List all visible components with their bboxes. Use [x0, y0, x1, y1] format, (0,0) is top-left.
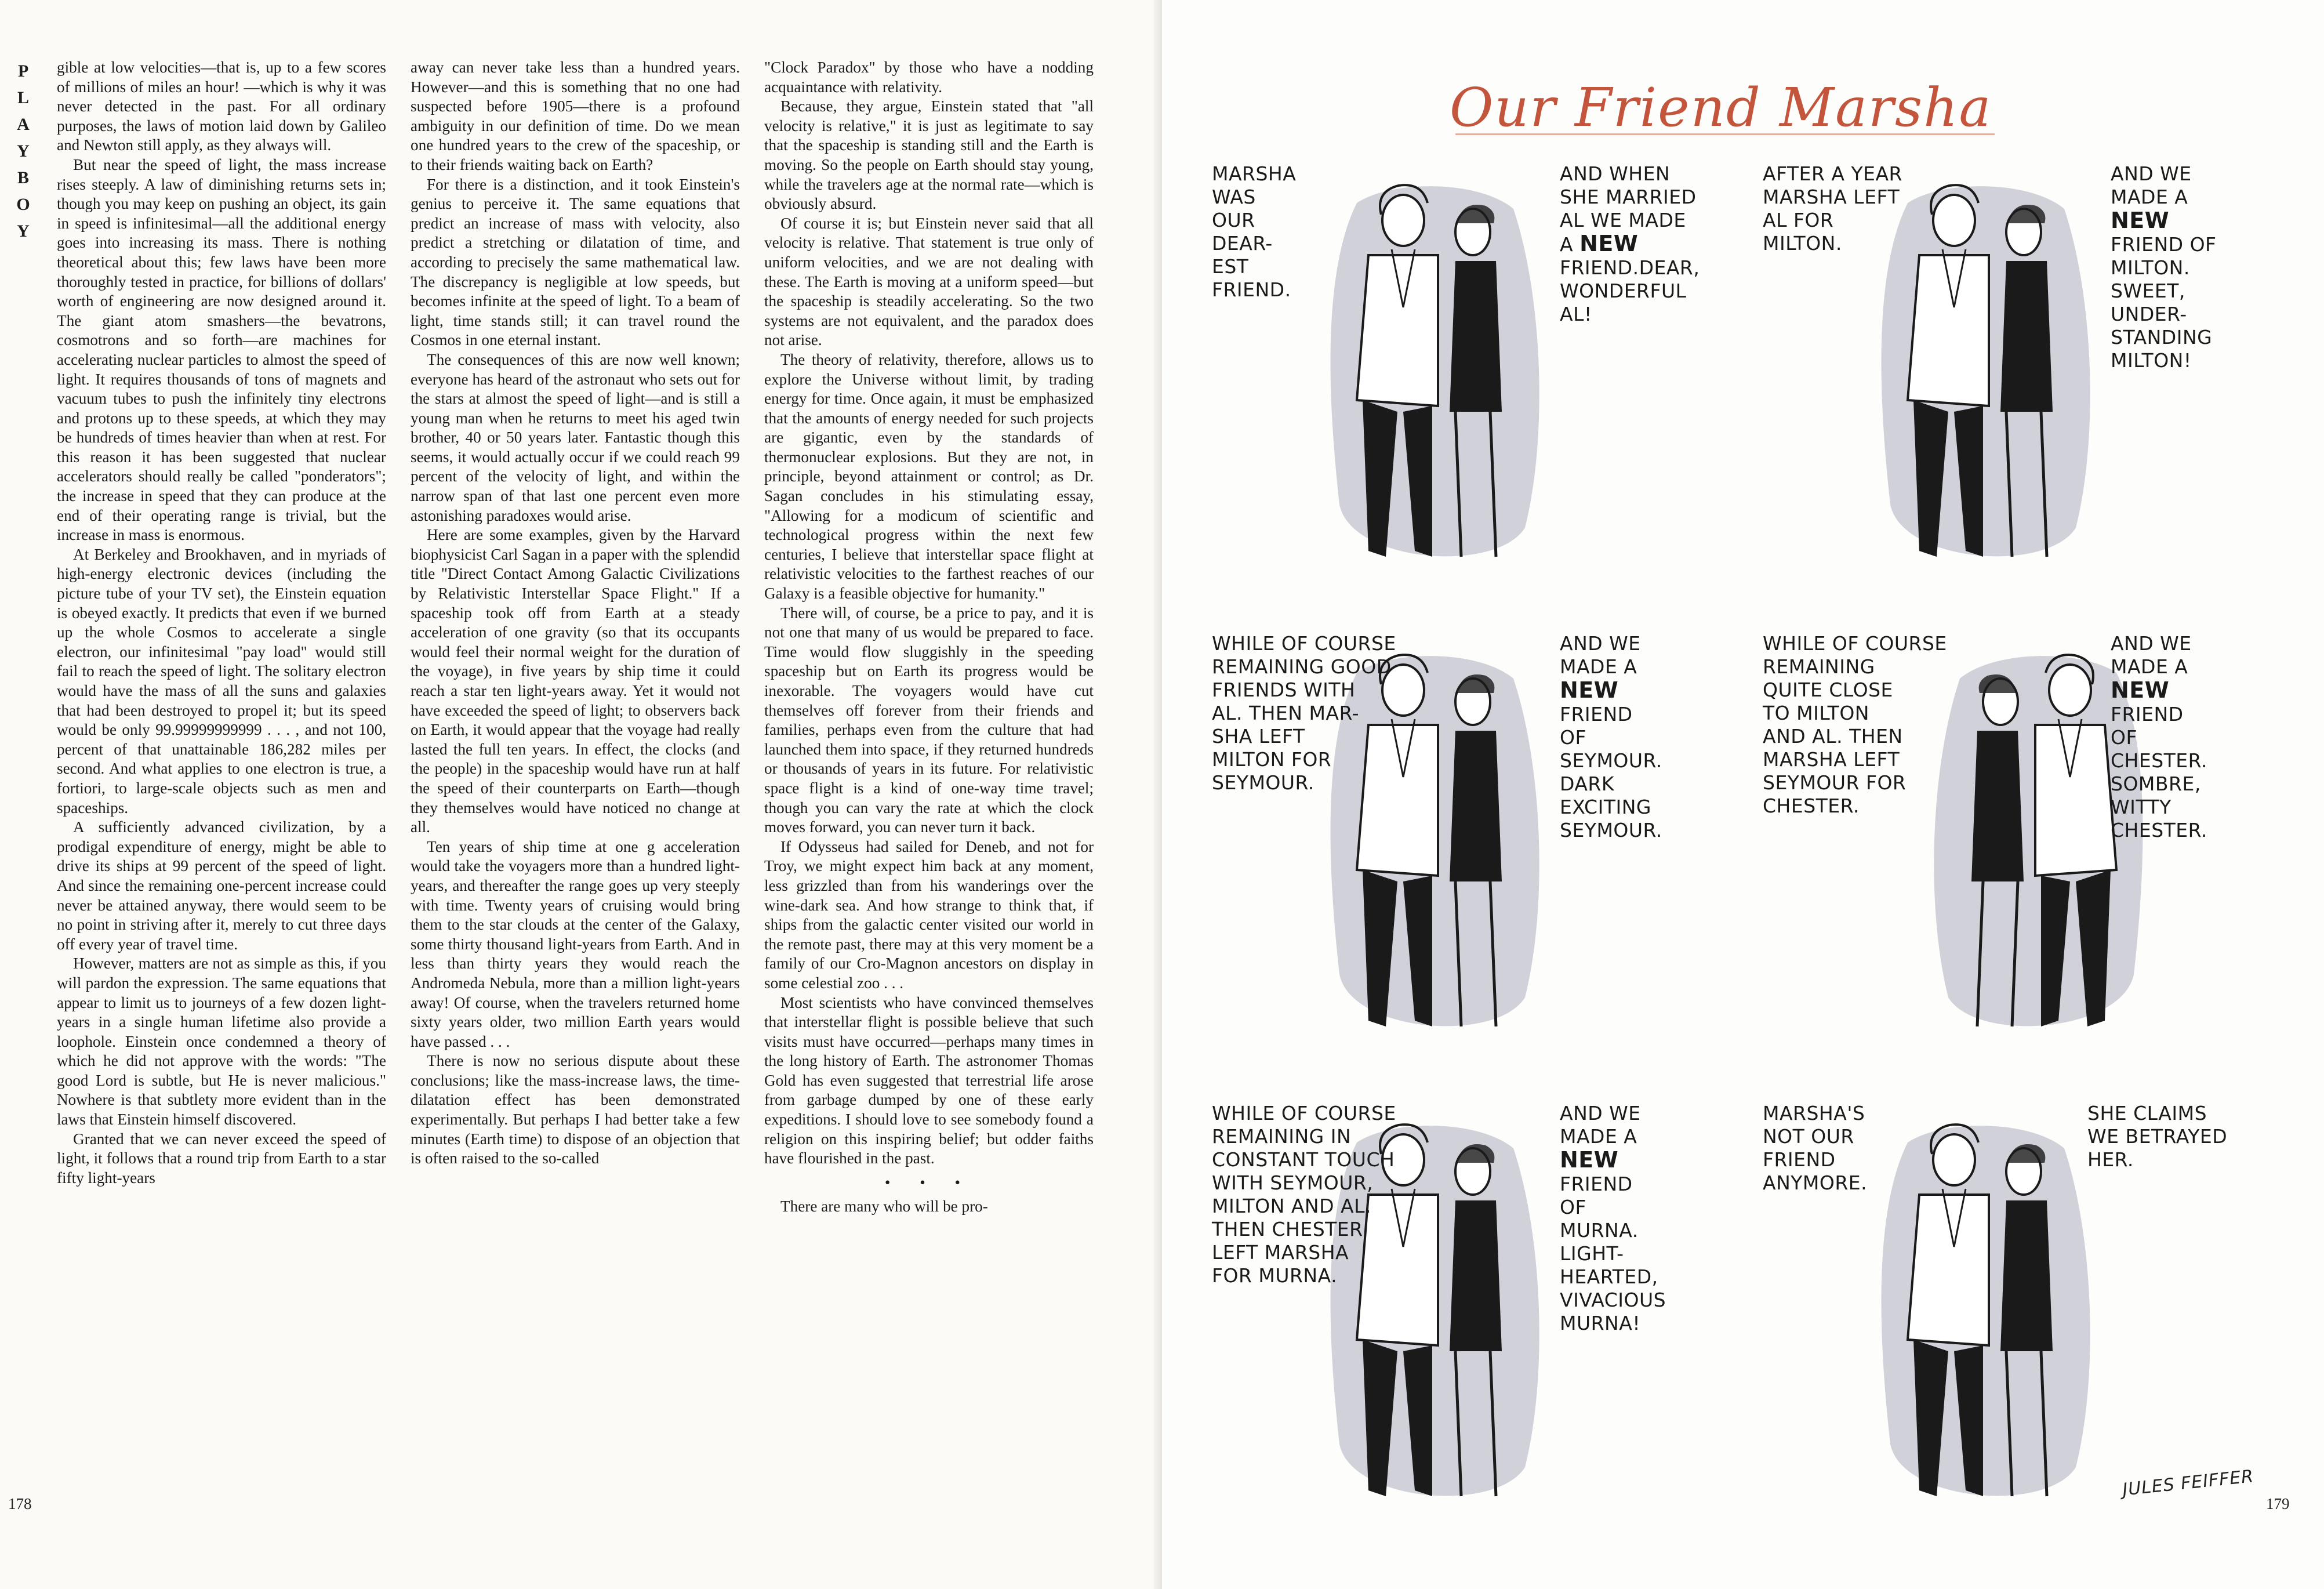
- cartoon-panel: [1212, 626, 1711, 1067]
- paragraph: The theory of relativity, therefore, allows us to explore the Universe without limit, by trading energy for time. Once again, it must be emphasized that the amounts of energy needed for such projects are gigantic, even by the standards of thermonuclear explosions. But they are not, in principle, beyond attainment or control; as Dr. Sagan concludes in his stimulating essay, "Allowing for a modicum of scientific and technological progress within the next few centuries, I believe that interstellar space flight at relativistic velocities to the farthest reaches of our Galaxy is a feasible objective for humanity.": [764, 350, 1094, 603]
- caption-text: FRIEND OF SEYMOUR. DARK EXCITING SEYMOUR.: [1560, 703, 1662, 841]
- caption-right: [1560, 1102, 1666, 1335]
- paragraph: Most scientists who have convinced themselves that interstellar flight is possible believe that such visits must have occurred—perhaps many times in the long history of Earth. The astronomer Thomas Gold has even suggested that terrestrial life arose from garbage dumped by one of these early expeditions. I should love to see somebody found a religion on this inspiring belief; but odder faiths have flourished in the past.: [764, 993, 1094, 1167]
- article-column-1: [57, 58, 386, 1519]
- caption-emphasis: NEW: [1579, 231, 1639, 256]
- cartoon-panel: [1212, 1096, 1711, 1537]
- artist-signature: JULES FEIFFER: [2121, 1466, 2255, 1500]
- article-column-2: [411, 58, 740, 1519]
- caption-right: [2111, 632, 2207, 842]
- paragraph: gible at low velocities—that is, up to a few scores of millions of miles an hour! —which is why it was never detected in the past. For all ordinary purposes, the laws of motion laid down by Galileo and Newton still apply, as they always will.: [57, 59, 386, 154]
- paragraph: The consequences of this are now well known; everyone has heard of the astronaut who sets out for the stars at almost the speed of light—and is still a young man when he returns to meet his aged twin brother, 40 or 50 years later. Fantastic though this seems, it would actually occur if we could reach 99 percent of the velocity of light, and within the narrow span of that last one percent even more astonishing paradoxes would arise.: [411, 350, 740, 524]
- cartoon-panel: [1763, 626, 2261, 1067]
- caption-left: WHILE OF COURSE REMAINING IN CONSTANT TOUCH WITH SEYMOUR, MILTON AND AL. THEN CHESTER LEFT MARSHA FOR MURNA.: [1212, 1102, 1396, 1287]
- paragraph: "Clock Paradox" by those who have a nodding acquaintance with relativity.: [764, 59, 1094, 96]
- caption-emphasis: NEW: [2111, 677, 2170, 703]
- running-head-letter: Y: [17, 222, 33, 241]
- paragraph: If Odysseus had sailed for Deneb, and not for Troy, we might expect him back at any moment, less grizzled than from his wanderings over the wine-dark sea. And how strange to think that, if ships from the galactic center visited our world in the remote past, there may at this very moment be a family of our Cro-Magnon ancestors on display in some celestial zoo . . .: [764, 837, 1094, 992]
- caption-right: [2111, 162, 2217, 372]
- caption-emphasis: NEW: [1560, 677, 1619, 703]
- caption-text: AND WE MADE A: [1560, 1102, 1641, 1148]
- paragraph: A sufficiently advanced civilization, by a prodigal expenditure of energy, might be able to drive its ships at 99 percent of the speed of light. And since the remaining one-percent increase could never be attained anyway, there would seem to be no point in striving after it, merely to cut three days off every year of travel time.: [57, 818, 386, 953]
- caption-text: FRIEND OF MILTON. SWEET, UNDER- STANDING MILTON!: [2111, 233, 2217, 372]
- paragraph: There are many who will be pro-: [780, 1198, 988, 1216]
- caption-left: MARSHA'S NOT OUR FRIEND ANYMORE.: [1763, 1102, 1868, 1194]
- running-head-letter: P: [17, 61, 32, 81]
- page-number-right: 179: [2266, 1495, 2290, 1512]
- cartoon-panel: [1763, 157, 2261, 597]
- running-head: [15, 58, 35, 245]
- running-head-letter: B: [17, 168, 32, 187]
- running-head-letter: L: [17, 88, 32, 107]
- caption-left: MARSHA WAS OUR DEAR- EST FRIEND.: [1212, 162, 1297, 301]
- caption-text: FRIEND OF CHESTER. SOMBRE, WITTY CHESTER.: [2111, 703, 2207, 841]
- caption-text: AND WE MADE A: [2111, 632, 2192, 678]
- page-number-left: 178: [8, 1495, 32, 1512]
- paragraph: There is now no serious dispute about these conclusions; like the mass-increase laws, the time-dilatation effect has been demonstrated experimentally. But perhaps I had better take a few minutes (Earth time) to dispose of an objection that is often raised to the so-called: [411, 1052, 740, 1167]
- caption-right: [1560, 632, 1662, 842]
- paragraph: Ten years of ship time at one g acceleration would take the voyagers more than a hundred light-years, and thereafter the range goes up very steeply with time. Twenty years of cruising would bring them to the star clouds at the center of the Galaxy, some thirty thousand light-years from Earth. And in less than thirty years they would reach the Andromeda Nebula, more than a million light-years away! Of course, when the travelers returned home sixty years older, two million Earth years would have passed . . .: [411, 837, 740, 1050]
- section-break: • • •: [884, 1173, 974, 1191]
- paragraph: Of course it is; but Einstein never said that all velocity is relative. That statement is true only of uniform velocities, and we are not dealing with these. The Earth is moving at a uniform speed—but the spaceship is steadily accelerating. So the two systems are not equivalent, and the paradox does not arise.: [764, 214, 1094, 349]
- paragraph: Granted that we can never exceed the speed of light, it follows that a round trip from Earth to a star fifty light-years: [57, 1130, 386, 1187]
- caption-text: AND WE MADE A: [2111, 162, 2192, 208]
- paragraph: away can never take less than a hundred years. However—and this is something that no one had suspected before 1905—there is a profound ambiguity in our definition of time. Do we mean one hundred years to the crew of the spaceship, or to their friends waiting back on Earth?: [411, 59, 740, 173]
- paragraph: At Berkeley and Brookhaven, and in myriads of high-energy electronic devices (including the picture tube of your TV set), the Einstein equation is obeyed exactly. It predicts that even if we burned up the whole Cosmos to accelerate a single electron, our infinitesimal "pay load" would still fail to reach the speed of light. The solitary electron would have the mass of all the suns and galaxies that had been destroyed to propel it; but its speed would be only 99.99999999999 . . . , and not 100, percent of that unattainable 186,282 miles per second. And what applies to one electron is true, a fortiori, to large-scale objects such as men and spaceships.: [57, 545, 386, 817]
- caption-emphasis: NEW: [2111, 208, 2170, 233]
- caption-text: FRIEND.DEAR, WONDERFUL AL!: [1560, 256, 1700, 325]
- running-head-letter: Y: [17, 142, 33, 161]
- caption-left: WHILE OF COURSE REMAINING GOOD FRIENDS WITH AL. THEN MAR- SHA LEFT MILTON FOR SEYMOUR.: [1212, 632, 1396, 794]
- cartoon-panel: [1212, 157, 1711, 597]
- caption-left: WHILE OF COURSE REMAINING QUITE CLOSE TO MILTON AND AL. THEN MARSHA LEFT SEYMOUR FOR CHESTER.: [1763, 632, 1947, 817]
- paragraph: There will, of course, be a price to pay, and it is not one that many of us would be prepared to face. Time would flow sluggishly in the speeding spaceship but on Earth its progress would be inexorable. The voyagers would have cut themselves off forever from their friends and families, perhaps even from the culture that had launched them into space, if they returned hundreds or thousands of years in its future. For relativistic space flight is a kind of one-way time travel; though you can vary the rate at which the clock moves forward, you can never turn it back.: [764, 604, 1094, 836]
- caption-right: [2087, 1102, 2227, 1171]
- running-head-letter: A: [17, 115, 33, 134]
- paragraph: However, matters are not as simple as this, if you will pardon the expression. The same equations that appear to limit us to journeys of a few dozen light-years in a single human lifetime also provide a loophole. Einstein once condemned a theory of which he did not approve with the words: "The good Lord is subtle, but He is never malicious." Nowhere is that subtlety more evident than in the laws that Einstein himself discovered.: [57, 955, 386, 1129]
- title-underline: [1455, 133, 1995, 135]
- paragraph: Because, they argue, Einstein stated that "all velocity is relative," it is just as legitimate to say that the spaceship is standing still and the Earth is moving. So the people on Earth should stay young, while the travelers age at the normal rate—which is obviously absurd.: [764, 97, 1094, 213]
- article-column-3: [764, 58, 1094, 1519]
- caption-right: [1560, 162, 1700, 326]
- caption-text: AND WHEN SHE MARRIED AL WE MADE A: [1560, 162, 1697, 256]
- paragraph: Here are some examples, given by the Harvard biophysicist Carl Sagan in a paper with the splendid title "Direct Contact Among Galactic Civilizations by Relativistic Interstellar Space Flight." If a spaceship took off from Earth at a steady acceleration of one gravity (so that its occupants would feel their normal weight for the duration of the voyage), in five years by ship time it could reach a star ten light-years away. Yet it would not have exceeded the speed of light; to observers back on Earth, it would appear that the voyage had really lasted the full ten years. In effect, the clocks (and the people) in the spaceship would have run at half the speed of their counterparts on Earth—though they themselves would have noticed no change at all.: [411, 526, 740, 836]
- cartoon-panel: [1763, 1096, 2261, 1537]
- running-head-letter: O: [16, 195, 34, 214]
- paragraph: But near the speed of light, the mass increase rises steeply. A law of diminishing returns sets in; though you may keep on pushing an object, its gain in speed is infinitesimal—all the additional energy goes into increasing its mass. There is nothing theoretical about this; few laws have been more thoroughly tested in practice, for billions of dollars' worth of engineering are now designed around it. The giant atom smashers—the bevatrons, cosmotrons and so forth—are machines for accelerating nuclear particles to almost the speed of light. It requires thousands of tons of magnets and vacuum tubes to push the infinitely tiny electrons and protons up to these speeds, at which they may be hundreds of times heavier than when at rest. For this reason it has been suggested that nuclear accelerators should really be called "ponderators"; the increase in speed that they can produce at the end of their operating range is trivial, but the increase in mass is enormous.: [57, 155, 386, 544]
- caption-left: AFTER A YEAR MARSHA LEFT AL FOR MILTON.: [1763, 162, 1902, 255]
- caption-emphasis: NEW: [1560, 1147, 1619, 1173]
- paragraph: For there is a distinction, and it took Einstein's genius to perceive it. The same equations that predict an increase of mass with velocity, also predict a stretching or dilatation of time, and according to precisely the same mathematical law. The discrepancy is negligible at low speeds, but becomes infinite at the speed of light. To a beam of light, time stands still; it can travel round the Cosmos in one eternal instant.: [411, 175, 740, 349]
- caption-text: FRIEND OF MURNA. LIGHT- HEARTED, VIVACIOUS MURNA!: [1560, 1173, 1666, 1334]
- cartoon-title: Our Friend Marsha: [1450, 77, 1992, 139]
- caption-text: AND WE MADE A: [1560, 632, 1641, 678]
- caption-text: SHE CLAIMS WE BETRAYED HER.: [2087, 1102, 2228, 1171]
